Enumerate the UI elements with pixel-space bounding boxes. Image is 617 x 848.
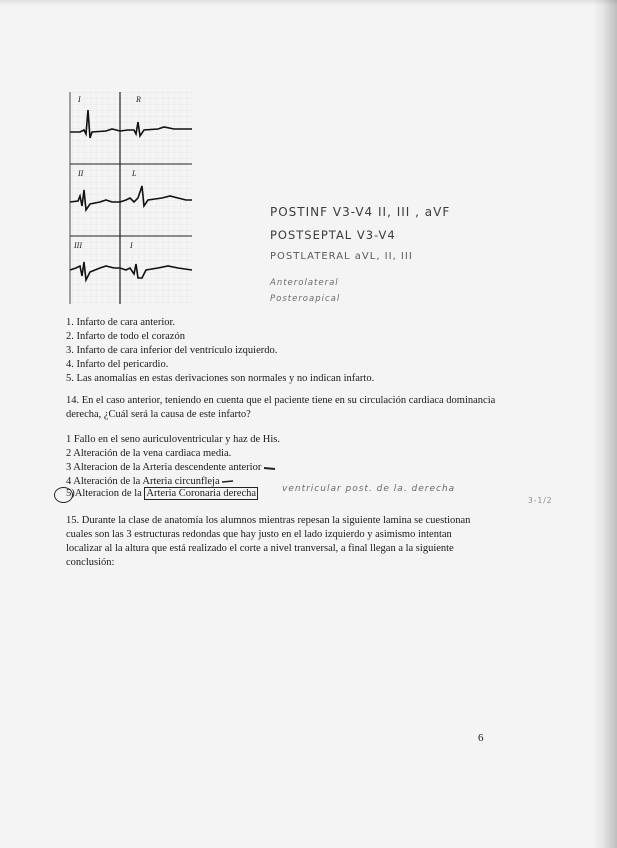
q14-option-4-text: 4 Alteración de la Arteria circunfleja [66,476,220,487]
lead-label-5: III [74,241,82,250]
lead-label-3: II [78,169,84,178]
q14-option-2: 2 Alteración de la vena cardiaca media. [66,448,232,459]
q13-option-2: 2. Infarto de todo el corazón [66,331,185,342]
page-number: 6 [478,732,484,744]
handwritten-note-2: POSTSEPTAL V3-V4 [270,228,396,242]
lead-label-2: R [136,95,141,104]
handwritten-note-5: Posteroapical [270,294,341,304]
strike-mark [222,479,234,485]
handwritten-annotation: ventricular post. de la. derecha [282,484,456,494]
q13-option-5: 5. Las anomalías en estas derivaciones son normales y no indican infarto. [66,373,375,384]
q14-option-5 [66,488,258,499]
q14-option-4 [66,476,234,487]
q13-option-4: 4. Infarto del pericardio. [66,359,169,370]
lead-label-4: L [132,169,137,178]
strike-mark [264,465,276,471]
handwritten-note-1: POSTINF V3-V4 II, III , aVF [270,205,451,219]
lead-label-1: I [78,95,81,104]
q15-text: 15. Durante la clase de anatomía los alumnos mientras repesan la siguiente lamina se cuestionan cuales son las 3 estructuras redondas que hay justo en el lado izquierdo y asimismo intentan localizar al la altura que está realizado el corte a nivel tranversal, a final llegan a la siguiente conclusión: [66,515,471,568]
q14-option-5-boxed: Arteria Coronaria derecha [146,488,257,499]
q14-question: 14. En el caso anterior, teniendo en cuenta que el paciente tiene en su circulación cardiaca dominancia derecha, ¿Cuál será la causa de este infarto? [66,395,496,420]
handwritten-note-4: Anterolateral [270,278,339,288]
scan-edge-top [0,0,617,6]
q14-option-1: 1 Fallo en el seno auriculoventricular y haz de His. [66,434,281,445]
q14-option-3 [66,462,276,473]
scan-edge-right [593,0,617,848]
q14-option-5-prefix: 5)Alteracion de la [66,488,145,499]
q13-option-3: 3. Infarto de cara inferior del ventrículo izquierdo. [66,345,278,356]
q13-option-1: 1. Infarto de cara anterior. [66,317,176,328]
lead-label-6: I [130,241,133,250]
handwritten-note-3: POSTLATERAL aVL, II, III [270,251,413,262]
q14-option-3-text: 3 Alteracion de la Arteria descendente anterior [66,462,262,473]
ecg-strip [66,92,196,304]
handwritten-annotation-tail: 3-1/2 [528,496,553,505]
